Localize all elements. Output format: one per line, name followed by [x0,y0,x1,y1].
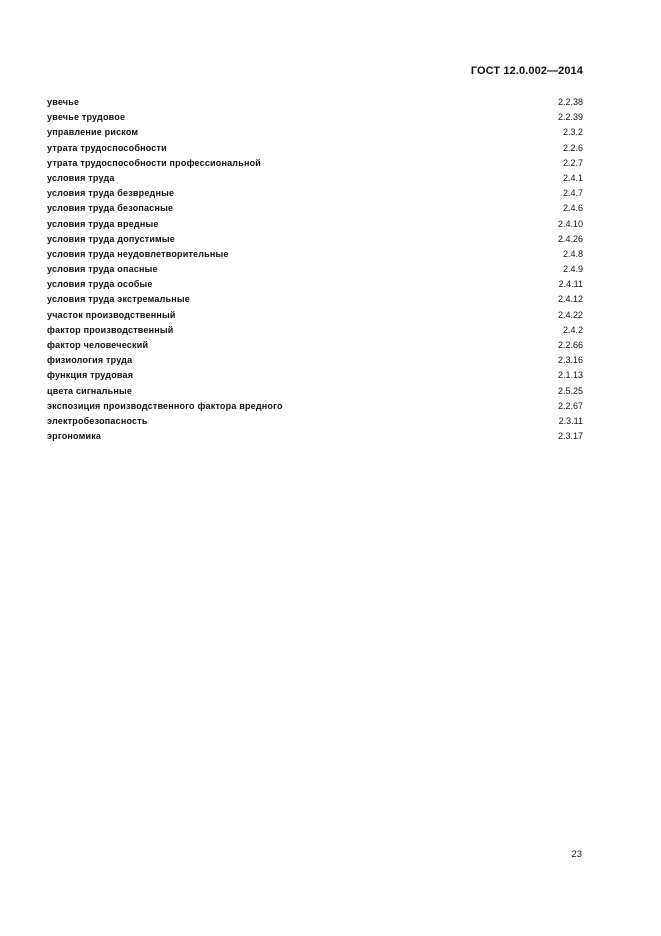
index-entry [47,217,583,232]
index-term: цвета сигнальные [47,385,133,396]
index-ref: 2.3.17 [557,431,583,442]
index-entry [47,201,583,216]
index-ref: 2.4.11 [558,279,583,290]
index-term: условия труда неудовлетворительные [47,248,229,259]
index-ref: 2.5.25 [557,385,583,396]
index-ref: 2.4.10 [557,218,583,229]
index-ref: 2.4.12 [557,294,583,305]
index-term: увечье [47,97,80,107]
index-ref: 2.4.7 [562,188,583,199]
index-term: условия труда опасные [47,264,158,275]
index-entry [47,368,583,383]
index-entry [47,186,583,201]
index-entry [47,262,583,277]
index-term: условия труда безвредные [47,188,175,199]
index-term: условия труда допустимые [47,233,176,244]
index-ref: 2.4.6 [562,203,583,214]
index-ref: 2.2.67 [557,400,583,411]
index-entry [47,338,583,353]
index-ref: 2.1.13 [557,370,583,381]
index-ref: 2.3.2 [562,127,583,138]
index-term: условия труда экстремальные [47,294,190,305]
index-entry [47,323,583,338]
index-term: управление риском [47,127,139,138]
index-entry [47,247,583,262]
index-term: фактор человеческий [47,340,149,350]
index-ref: 2.4.2 [562,324,583,335]
index-entry [47,141,583,156]
index-term: утрата трудоспособности профессиональной [47,157,262,168]
index-entry [47,308,583,323]
index-term: физиология труда [47,355,133,366]
index-ref: 2.2.38 [557,97,583,107]
index-entry [47,95,583,110]
index-ref: 2.4.22 [557,309,583,320]
index-term: эргономика [47,431,102,442]
index-ref: 2.4.9 [562,264,583,275]
index-ref: 2.2.6 [562,142,583,153]
index-term: условия труда вредные [47,218,159,229]
index-entry [47,232,583,247]
index-entry [47,353,583,368]
index-term: электробезопасность [47,415,148,426]
index-entry [47,277,583,292]
alphabetical-index [47,95,583,444]
index-term: функция трудовая [47,370,134,381]
index-term: участок производственный [47,309,176,320]
index-ref: 2.3.11 [558,415,583,426]
index-entry [47,399,583,414]
index-entry [47,171,583,186]
index-term: условия труда особые [47,279,153,290]
page-number: 23 [571,849,582,860]
index-ref: 2.3.16 [557,355,583,366]
index-ref: 2.2.39 [557,112,583,123]
index-ref: 2.2.66 [557,340,583,350]
index-ref: 2.4.26 [557,233,583,244]
index-entry [47,292,583,307]
index-entry [47,156,583,171]
index-entry [47,384,583,399]
index-entry [47,110,583,125]
index-term: условия труда [47,172,115,183]
index-ref: 2.2.7 [562,157,583,168]
index-entry [47,429,583,444]
document-code-header: ГОСТ 12.0.002—2014 [470,65,583,77]
index-term: увечье трудовое [47,112,126,123]
index-term: экспозиция производственного фактора вредного [47,400,283,411]
index-ref: 2.4.1 [562,172,583,183]
index-term: условия труда безопасные [47,203,174,214]
index-term: утрата трудоспособности [47,142,167,153]
index-term: фактор производственный [47,324,174,335]
index-entry [47,125,583,140]
index-entry [47,414,583,429]
index-ref: 2.4.8 [562,248,583,259]
